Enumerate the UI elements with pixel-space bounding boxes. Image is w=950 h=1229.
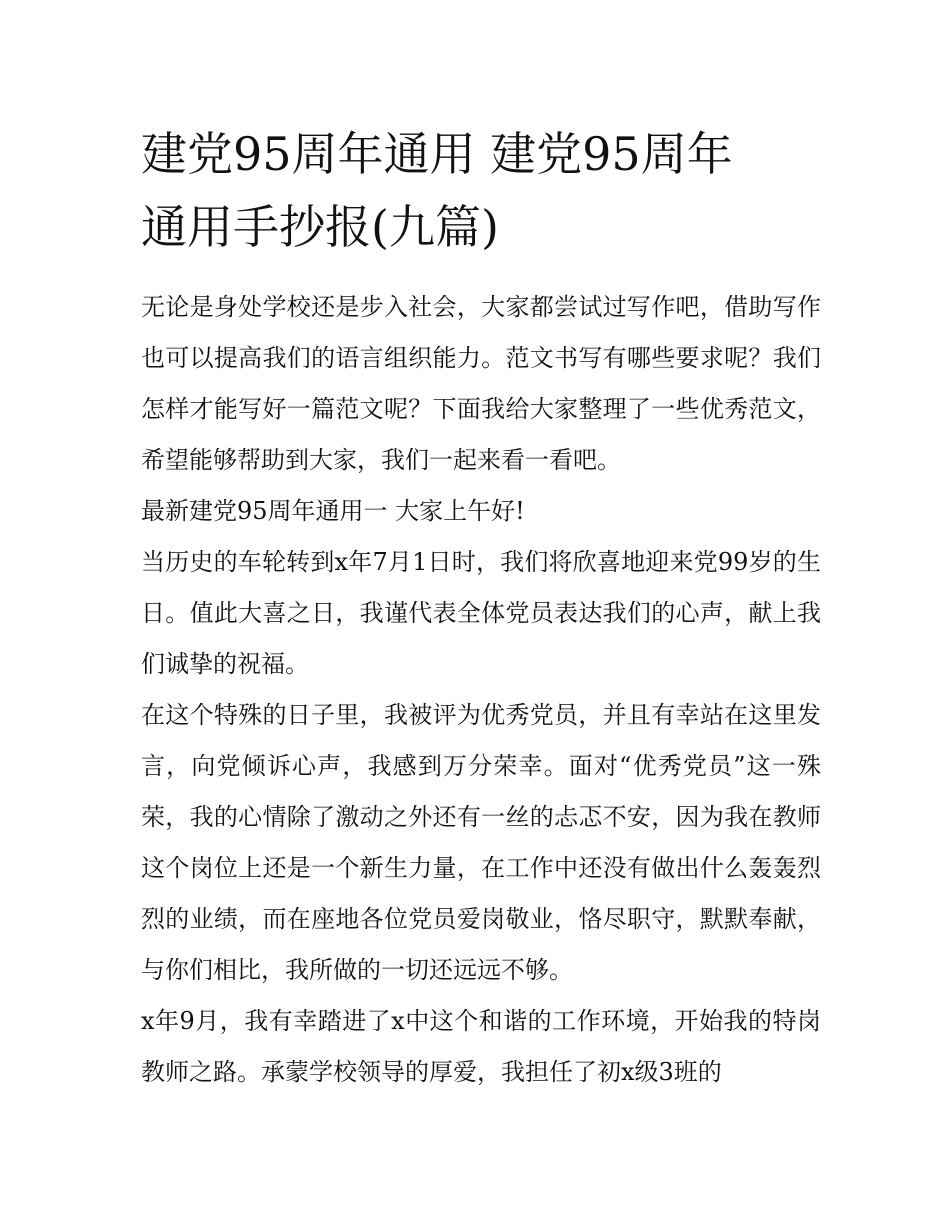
- document-body: [141, 282, 821, 1098]
- paragraph-career: x年9月，我有幸踏进了x中这个和谐的工作环境，开始我的特岗教师之路。承蒙学校领导的厚爱，我担任了初x级3班的: [141, 1007, 821, 1086]
- paragraph-heading-greeting: 最新建党95周年通用一 大家上午好!: [141, 497, 525, 525]
- document-page: [141, 118, 821, 1098]
- title-line-2: 通用手抄报(九篇): [141, 200, 499, 254]
- paragraph-honor: 在这个特殊的日子里，我被评为优秀党员，并且有幸站在这里发言，向党倾诉心声，我感到万分荣幸。面对“优秀党员”这一殊荣，我的心情除了激动之外还有一丝的忐忑不安，因为我在教师这个岗位上还是一个新生力量，在工作中还没有做出什么轰轰烈烈的业绩，而在座地各位党员爱岗敬业，恪尽职守，默默奉献，与你们相比，我所做的一切还远远不够。: [141, 701, 821, 984]
- title-line-1: 建党95周年通用 建党95周年: [141, 127, 733, 181]
- document-title: [141, 118, 821, 264]
- paragraph-anniversary: 当历史的车轮转到x年7月1日时，我们将欣喜地迎来党99岁的生日。值此大喜之日，我谨代表全体党员表达我们的心声，献上我们诚挚的祝福。: [141, 548, 821, 678]
- paragraph-intro: 无论是身处学校还是步入社会，大家都尝试过写作吧，借助写作也可以提高我们的语言组织能力。范文书写有哪些要求呢？我们怎样才能写好一篇范文呢？下面我给大家整理了一些优秀范文，希望能够帮助到大家，我们一起来看一看吧。: [141, 293, 821, 474]
